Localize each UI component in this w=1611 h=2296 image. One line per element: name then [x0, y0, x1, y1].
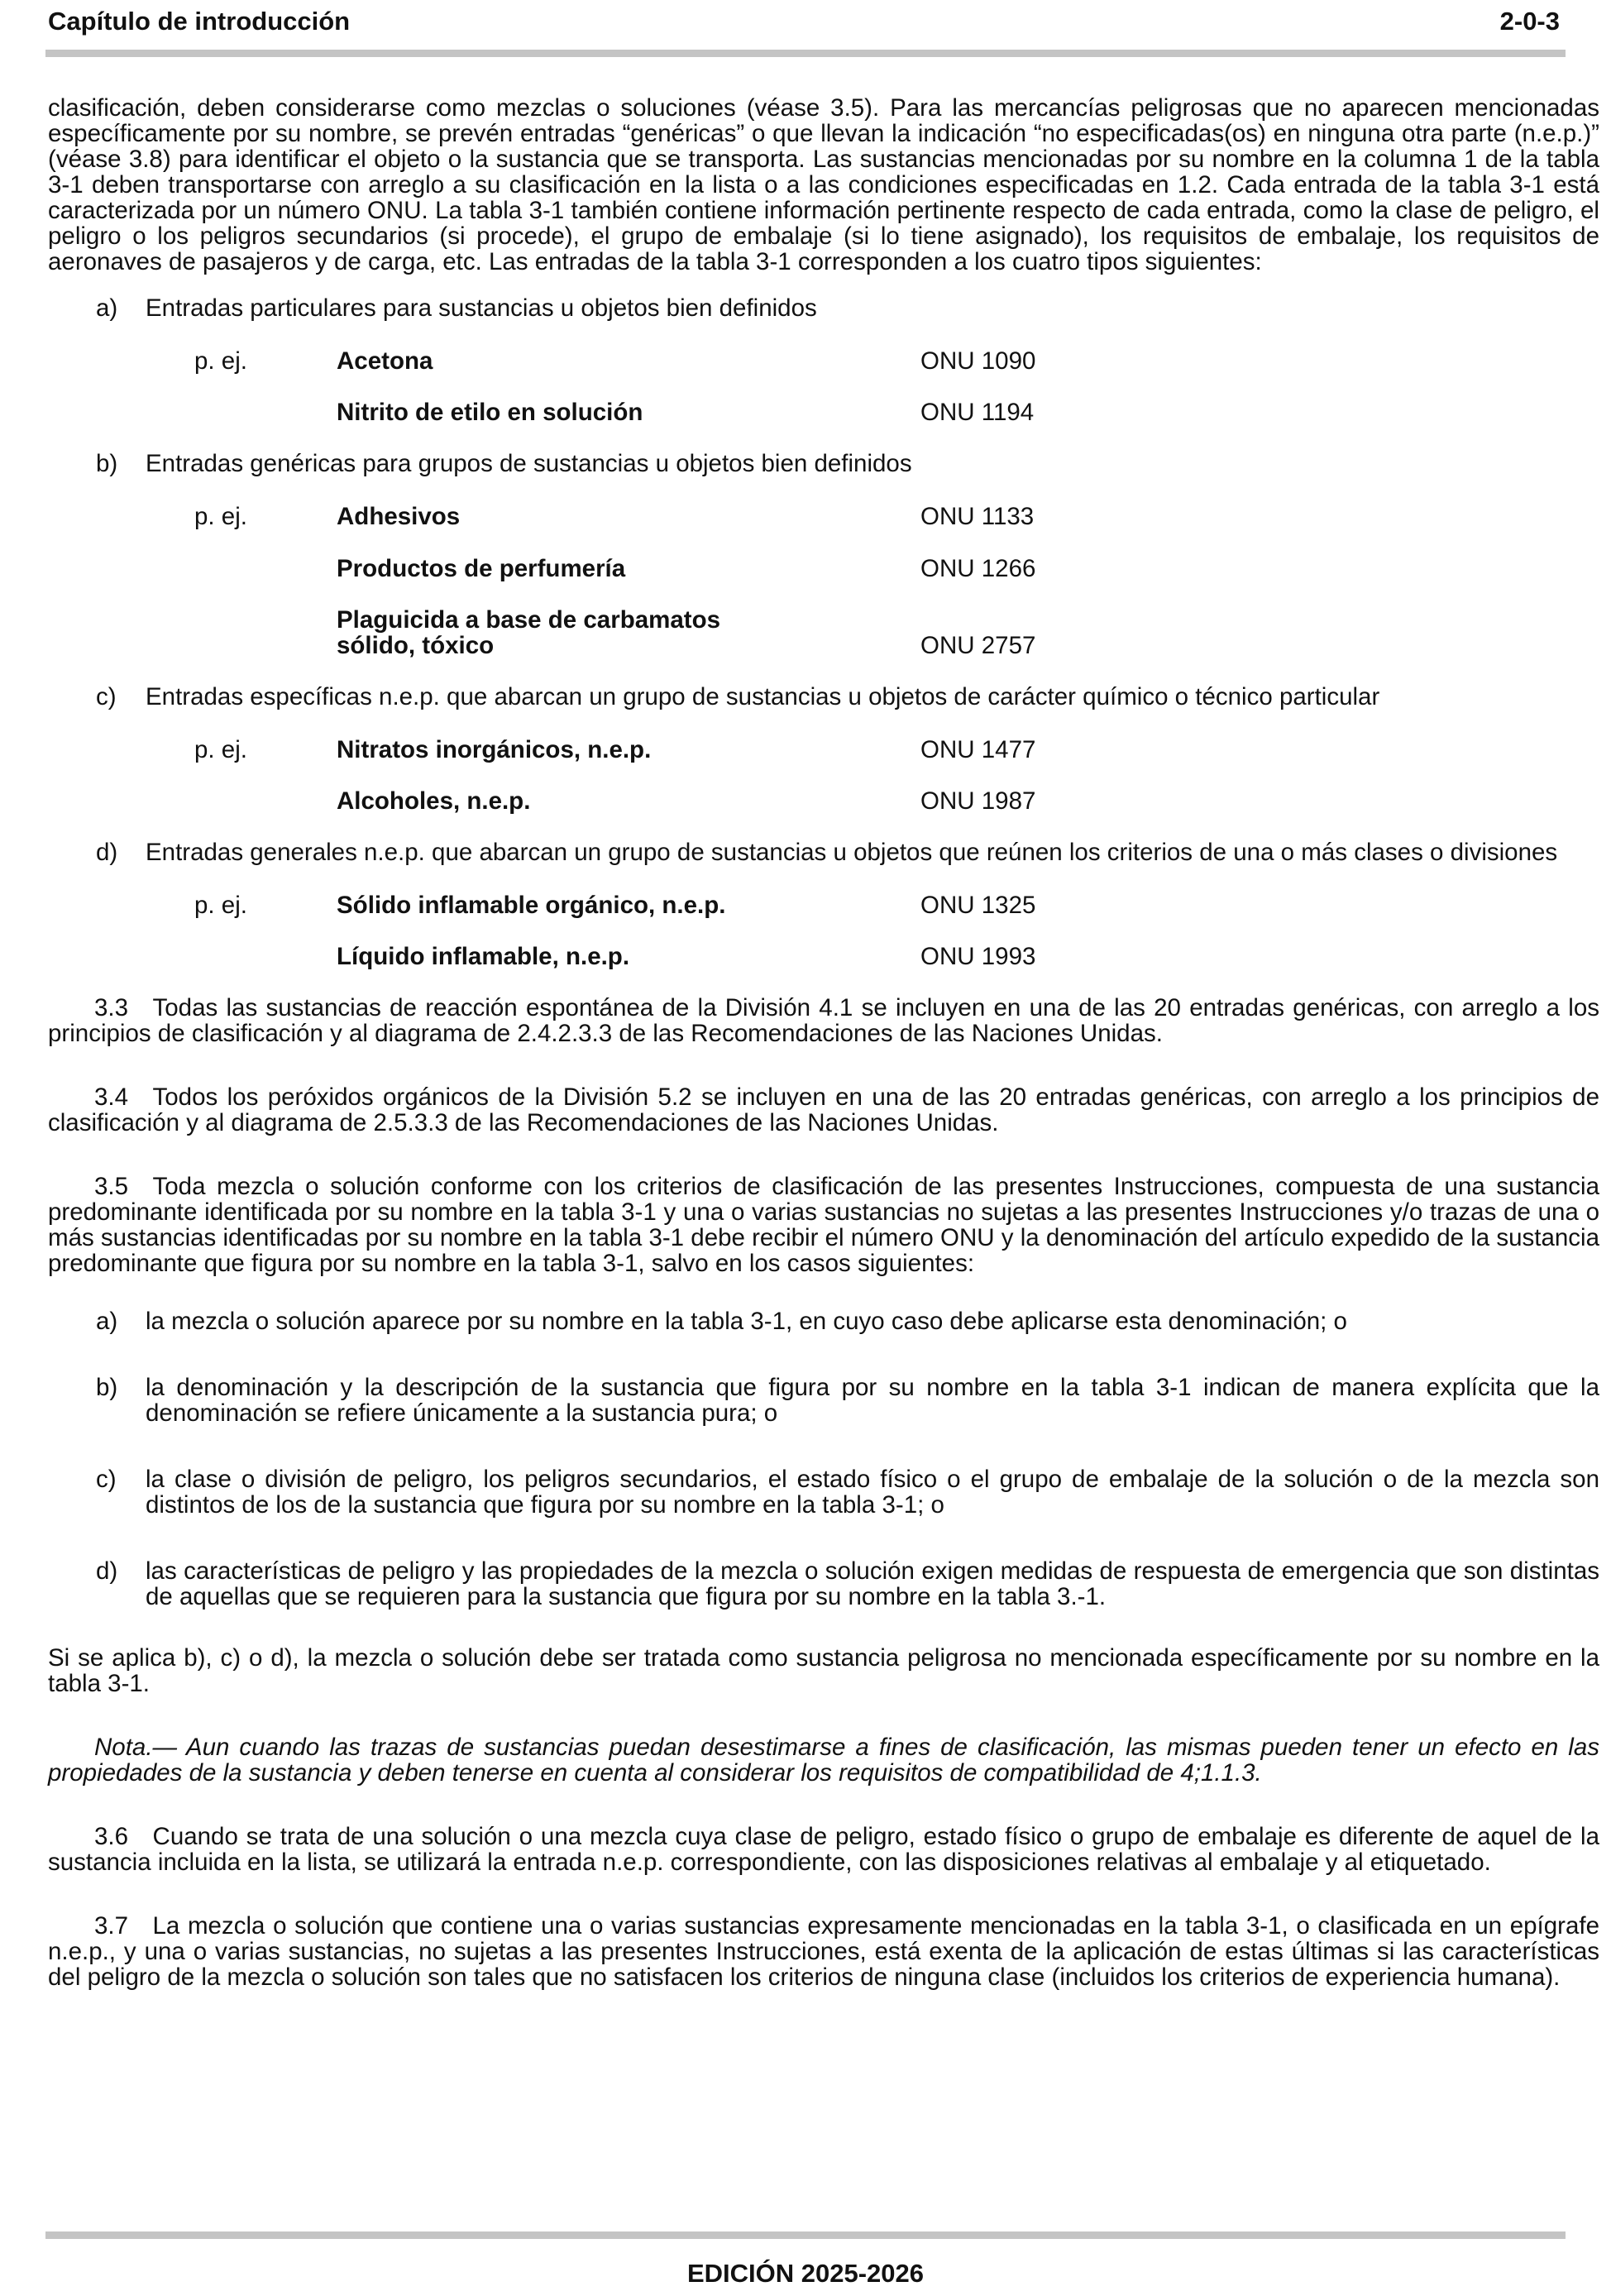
example-name: Nitratos inorgánicos, n.e.p.: [337, 736, 652, 763]
example-un-number: ONU 1133: [920, 503, 1035, 530]
example-label: p. ej.: [194, 892, 247, 919]
item-letter: b): [96, 450, 118, 477]
paragraph-3-4: 3.4 Todos los peróxidos orgánicos de la División 5.2 se incluyen en una de las 20 entradas genéricas, con arreglo a los principios de clasificación y al diagrama de 2.5.3.3 de las Recomendaciones de las Naciones Unidas.: [48, 1083, 1599, 1136]
entry-type-d: [48, 839, 1599, 865]
example-row: [48, 944, 1599, 969]
paragraph-3-5: 3.5 Toda mezcla o solución conforme con los criterios de clasificación de las presentes Instrucciones, compuesta de una sustancia predominante identificada por su nombre en la tabla 3-1 y una o varias sustancias no sujetas a las presentes Instrucciones y/o trazas de una o más sustancias identificadas por su nombre en la tabla 3-1 debe recibir el número ONU y la denominación del artículo expedido de la sustancia predominante que figura por su nombre en la tabla 3-1, salvo en los casos siguientes:: [48, 1173, 1599, 1277]
example-row: [48, 737, 1599, 763]
paragraph-3-7: 3.7 La mezcla o solución que contiene una o varias sustancias expresamente mencionadas en la tabla 3-1, o clasificada en un epígrafe n.e.p., y una o varias sustancias, no sujetas a las presentes Instrucciones, está exenta de la aplicación de estas últimas si las características del peligro de la mezcla o solución son tales que no satisfacen los criterios de ninguna clase (incluidos los criterios de experiencia humana).: [48, 1912, 1599, 1991]
example-name: Acetona: [337, 347, 433, 375]
page-body: [48, 95, 1599, 1990]
item-letter: d): [96, 839, 118, 866]
item-text: la mezcla o solución aparece por su nombre en la tabla 3-1, en cuyo caso debe aplicarse esta denominación; o: [146, 1308, 1347, 1335]
item-letter: c): [96, 683, 117, 710]
example-un-number: ONU 1477: [920, 736, 1036, 763]
example-name-line: sólido, tóxico: [337, 632, 495, 659]
exceptions-conclusion: Si se aplica b), c) o d), la mezcla o solución debe ser tratada como sustancia peligrosa no mencionada específicamente por su nombre en la tabla 3-1.: [48, 1644, 1599, 1697]
item-text: la denominación y la descripción de la sustancia que figura por su nombre en la tabla 3-1 indican de manera explícita que la denominación se refiere únicamente a la sustancia pura; o: [146, 1374, 1599, 1427]
entry-type-b: [48, 451, 1599, 476]
note: Nota.— Aun cuando las trazas de sustancias puedan desestimarse a fines de clasificación, las mismas pueden tener un efecto en las propiedades de la sustancia y deben tenerse en cuenta al considerar los requisitos de compatibilidad de 4;1.1.3.: [48, 1734, 1599, 1787]
example-row: [48, 504, 1599, 529]
example-label: p. ej.: [194, 347, 247, 375]
example-row: [48, 607, 1599, 658]
example-un-number: ONU 1194: [920, 399, 1035, 426]
example-name: Alcoholes, n.e.p.: [337, 787, 531, 815]
entry-type-a: [48, 295, 1599, 321]
item-text: Entradas genéricas para grupos de sustancias u objetos bien definidos: [146, 450, 912, 477]
example-un-number: ONU 1090: [920, 347, 1036, 375]
example-row: [48, 348, 1599, 374]
item-text: Entradas particulares para sustancias u objetos bien definidos: [146, 294, 817, 322]
paragraph-3-3: 3.3 Todas las sustancias de reacción espontánea de la División 4.1 se incluyen en una de las 20 entradas genéricas, con arreglo a los principios de clasificación y al diagrama de 2.4.2.3.3 de las Recomendaciones de las Naciones Unidas.: [48, 994, 1599, 1047]
example-row: [48, 556, 1599, 581]
example-un-number: ONU 1325: [920, 892, 1036, 919]
item-text: las características de peligro y las propiedades de la mezcla o solución exigen medidas de respuesta de emergencia que son distintas de aquellas que se requieren para la sustancia que figura por su nombre en la tabla 3.-1.: [146, 1557, 1599, 1610]
example-name-line: Plaguicida a base de carbamatos: [337, 606, 721, 634]
exception-item: [48, 1308, 1599, 1334]
item-text: Entradas generales n.e.p. que abarcan un grupo de sustancias u objetos que reúnen los criterios de una o más clases o divisiones: [146, 839, 1558, 866]
example-name: Sólido inflamable orgánico, n.e.p.: [337, 892, 726, 919]
item-letter: a): [96, 294, 118, 322]
example-row: [48, 399, 1599, 425]
footer-rule: [45, 2231, 1566, 2239]
example-row: [48, 892, 1599, 918]
example-row: [48, 788, 1599, 814]
example-label: p. ej.: [194, 503, 247, 530]
edition-footer: EDICIÓN 2025-2026: [686, 2259, 925, 2288]
example-un-number: ONU 1993: [920, 943, 1036, 970]
example-name: Productos de perfumería: [337, 555, 626, 582]
item-text: la clase o división de peligro, los peligros secundarios, el estado físico o el grupo de embalaje de la solución o de la mezcla son distintos de los de la sustancia que figura por su nombre en la tabla 3-1; o: [146, 1466, 1599, 1519]
entry-type-c: [48, 684, 1599, 710]
example-name: Nitrito de etilo en solución: [337, 399, 643, 426]
item-letter: a): [96, 1308, 118, 1335]
example-name: Líquido inflamable, n.e.p.: [337, 943, 630, 970]
chapter-title: Capítulo de introducción: [48, 7, 351, 36]
example-label: p. ej.: [194, 736, 247, 763]
item-text: Entradas específicas n.e.p. que abarcan un grupo de sustancias u objetos de carácter químico o técnico particular: [146, 683, 1380, 710]
example-name: [337, 607, 920, 658]
exception-item: [48, 1466, 1599, 1518]
item-letter: b): [96, 1374, 118, 1401]
item-letter: d): [96, 1557, 118, 1585]
item-letter: c): [96, 1466, 117, 1493]
header-rule: [45, 50, 1566, 57]
intro-paragraph: clasificación, deben considerarse como mezclas o soluciones (véase 3.5). Para las mercancías peligrosas que no aparecen mencionadas específicamente por su nombre, se prevén entradas “genéricas” o que llevan la indicación “no especificadas(os) en ninguna otra parte (n.e.p.)” (véase 3.8) para identificar el objeto o la sustancia que se transporta. Las sustancias mencionadas por su nombre en la columna 1 de la tabla 3-1 deben transportarse con arreglo a su clasificación en la lista o a las condiciones especificadas en 1.2. Cada entrada de la tabla 3-1 está caracterizada por un número ONU. La tabla 3-1 también contiene información pertinente respecto de cada entrada, como la clase de peligro, el peligro o los peligros secundarios (si procede), el grupo de embalaje (si lo tiene asignado), los requisitos de embalaje, los requisitos de aeronaves de pasajeros y de carga, etc. Las entradas de la tabla 3-1 corresponden a los cuatro tipos siguientes:: [48, 94, 1599, 275]
exception-item: [48, 1558, 1599, 1610]
exception-item: [48, 1375, 1599, 1426]
example-un-number: ONU 2757: [920, 632, 1036, 659]
example-un-number: ONU 1266: [920, 555, 1036, 582]
page-number: 2-0-3: [1499, 7, 1560, 36]
example-un-number: ONU 1987: [920, 787, 1036, 815]
example-name: Adhesivos: [337, 503, 461, 530]
paragraph-3-6: 3.6 Cuando se trata de una solución o una mezcla cuya clase de peligro, estado físico o grupo de embalaje es diferente de aquel de la sustancia incluida en la lista, se utilizará la entrada n.e.p. correspondiente, con las disposiciones relativas al embalaje y al etiquetado.: [48, 1823, 1599, 1876]
